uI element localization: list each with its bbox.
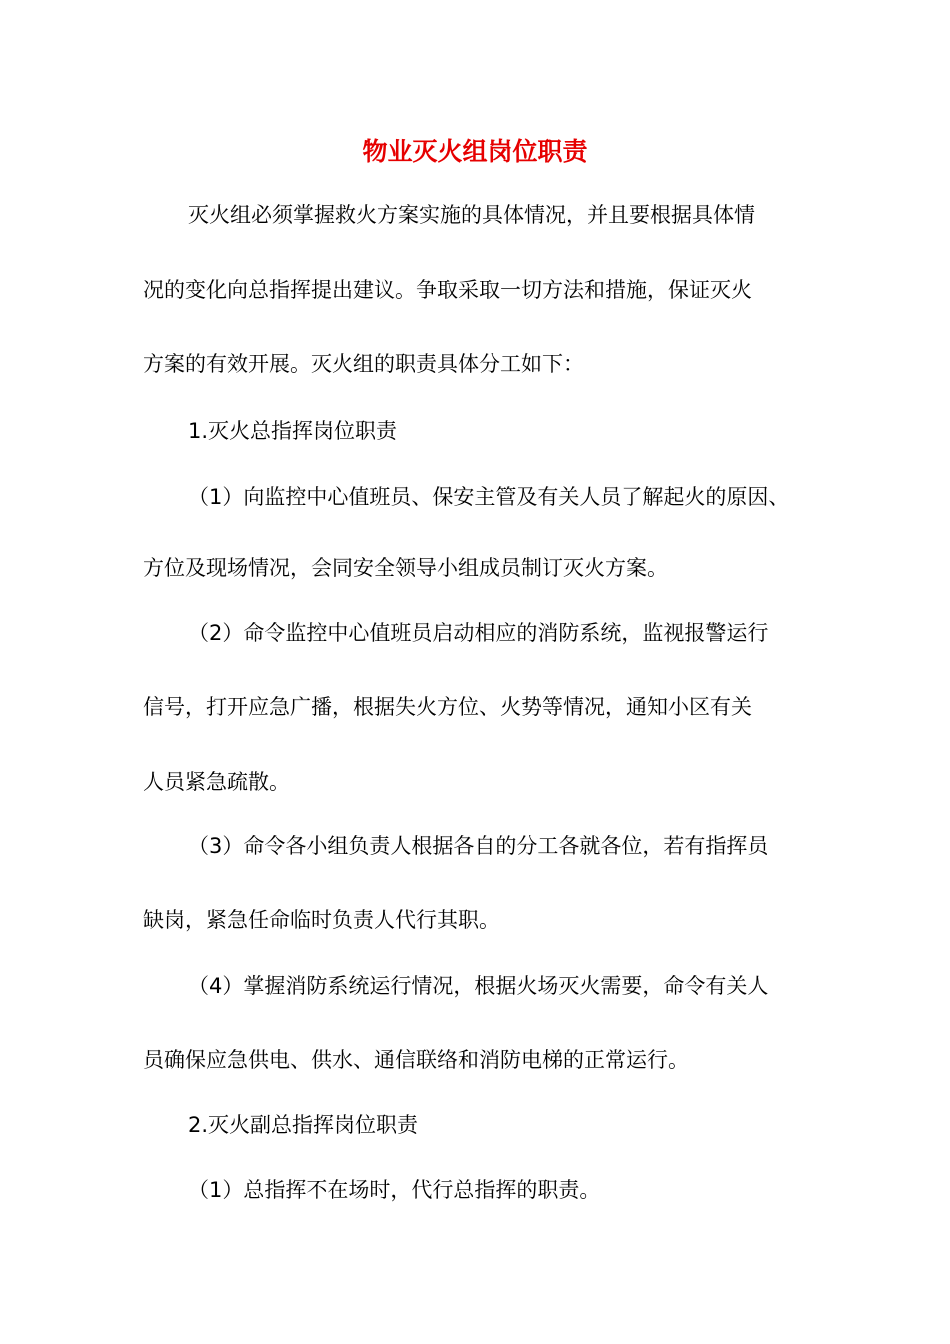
item-2-line-3: 人员紧急疏散。 (143, 770, 290, 794)
section-heading-2: 2.灭火副总指挥岗位职责 (188, 1113, 419, 1137)
intro-line-2: 况的变化向总指挥提出建议。争取采取一切方法和措施，保证灭火 (143, 278, 752, 302)
item-4-line-1: （4）掌握消防系统运行情况，根据火场灭火需要，命令有关人 (188, 974, 769, 998)
intro-line-3: 方案的有效开展。灭火组的职责具体分工如下： (143, 352, 584, 376)
item-2-line-2: 信号，打开应急广播，根据失火方位、火势等情况，通知小区有关 (143, 695, 752, 719)
item-3-line-2: 缺岗，紧急任命临时负责人代行其职。 (143, 908, 500, 932)
intro-line-1: 灭火组必须掌握救火方案实施的具体情况，并且要根据具体情 (188, 203, 755, 227)
document-title: 物业灭火组岗位职责 (362, 137, 588, 166)
item-1-line-2: 方位及现场情况，会同安全领导小组成员制订灭火方案。 (143, 556, 668, 580)
item-1-line-1: （1）向监控中心值班员、保安主管及有关人员了解起火的原因、 (188, 485, 790, 509)
item-5-line-1: （1）总指挥不在场时，代行总指挥的职责。 (188, 1178, 601, 1202)
item-4-line-2: 员确保应急供电、供水、通信联络和消防电梯的正常运行。 (143, 1048, 689, 1072)
section-heading-1: 1.灭火总指挥岗位职责 (188, 419, 398, 443)
item-3-line-1: （3）命令各小组负责人根据各自的分工各就各位，若有指挥员 (188, 834, 769, 858)
item-2-line-1: （2）命令监控中心值班员启动相应的消防系统，监视报警运行 (188, 621, 769, 645)
